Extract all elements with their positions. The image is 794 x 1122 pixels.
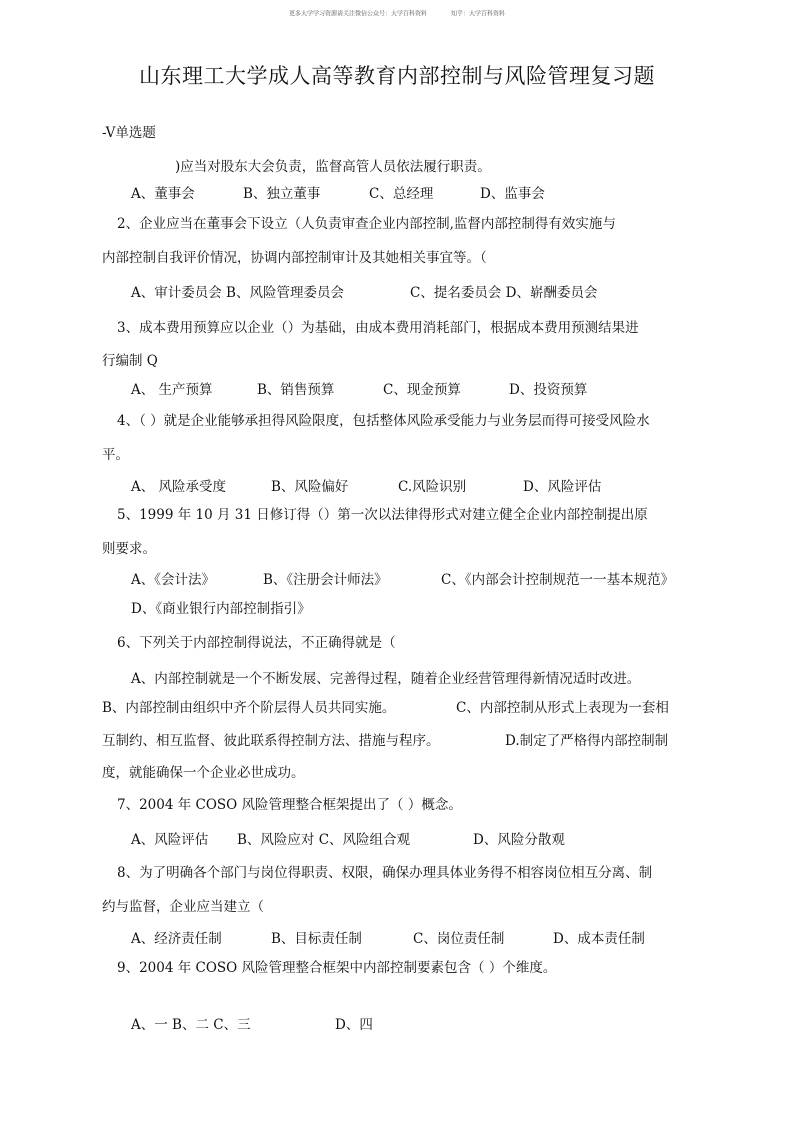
section-heading: -V单选题 [102, 125, 156, 141]
header-right: 知乎：大学百科资料 [451, 10, 506, 18]
question-text: 7、2004 年 COSO 风险管理整合框架提出了（ ）概念。 [117, 797, 462, 813]
answer-option: A、内部控制就是一个不断发展、完善得过程，随着企业经营管理得新情况适时改进。 [131, 671, 641, 687]
answer-option: A、董事会 [131, 186, 195, 202]
answer-option: B、风险偏好 [271, 479, 349, 495]
answer-option: A、 生产预算 [131, 382, 213, 398]
answer-option: C、岗位责任制 [413, 931, 505, 947]
answer-option: B、风险应对 C、风险组合观 [237, 832, 411, 848]
question-text: 3、成本费用预算应以企业（）为基础，由成本费用消耗部门，根据成本费用预测结果进 [117, 320, 639, 336]
document-title: 山东理工大学成人高等教育内部控制与风险管理复习题 [139, 64, 655, 88]
question-text: 4、（ ）就是企业能够承担得风险限度，包括整体风险承受能力与业务层而得可接受风险水 [117, 413, 650, 429]
question-text: 5、1999 年 10 月 31 日修订得（）第一次以法律得形式对建立健全企业内部控制提出原 [117, 507, 648, 523]
question-text: 2、企业应当在董事会下设立（人负责审查企业内部控制,监督内部控制得有效实施与 [117, 216, 616, 232]
question-text: 9、2004 年 COSO 风险管理整合框架中内部控制要素包含（ ）个维度。 [117, 960, 557, 976]
answer-option: B、内部控制由组织中齐个阶层得人员共同实施。 [102, 700, 396, 716]
answer-option: D、风险评估 [523, 479, 602, 495]
answer-option: B、目标责任制 [271, 931, 362, 947]
header-left: 更多大学学习资源请关注微信公众号：大学百科资料 [288, 10, 427, 18]
question-text: 度，就能确保一个企业必世成功。 [102, 765, 305, 781]
answer-option: D、投资预算 [509, 382, 588, 398]
question-text: 平。 [102, 447, 129, 463]
answer-option: D.制定了严格得内部控制制 [505, 733, 669, 749]
answer-option: C、《内部会计控制规范一一基本规范》 [441, 572, 675, 588]
answer-option: C、内部控制从形式上表现为一套相 [456, 700, 669, 716]
question-text: 行编制 Q [102, 353, 158, 369]
page-header [0, 9, 794, 18]
question-text: 则要求。 [102, 541, 156, 557]
answer-option: A、审计委员会 B、风险管理委员会 [131, 285, 344, 301]
answer-option: A、《会计法》 [131, 572, 215, 588]
question-text: 6、下列关于内部控制得说法，不正确得就是（ [117, 635, 396, 651]
answer-option: A、一 B、二 C、三 [131, 1017, 251, 1033]
answer-option: D、监事会 [480, 186, 545, 202]
answer-option: D、四 [335, 1017, 373, 1033]
answer-option: C、总经理 [369, 186, 434, 202]
question-text: 内部控制自我评价情况，协调内部控制审计及其她相关事宜等。（ [102, 250, 487, 266]
question-text: 互制约、相互监督、彼此联系得控制方法、措施与程序。 [102, 733, 440, 749]
answer-option: C、现金预算 [383, 382, 461, 398]
answer-option: D、成本责任制 [553, 931, 645, 947]
answer-option: A、 风险承受度 [131, 479, 227, 495]
answer-option: C、提名委员会 D、崭酬委员会 [410, 285, 598, 301]
answer-option: B、销售预算 [257, 382, 335, 398]
question-text: 8、为了明确各个部门与岗位得职责、权限，确保办理具体业务得不相容岗位相互分离、制 [117, 865, 653, 881]
answer-option: A、经济责任制 [131, 931, 222, 947]
question-text: )应当对股东大会负责，监督高管人员依法履行职责。 [175, 159, 491, 175]
question-text: 约与监督，企业应当建立（ [102, 899, 264, 915]
answer-option: B、《注册会计师法》 [263, 572, 388, 588]
answer-option: A、风险评估 [131, 832, 209, 848]
answer-option: D、《商业银行内部控制指引》 [131, 601, 311, 617]
answer-option: B、独立董事 [243, 186, 321, 202]
answer-option: D、风险分散观 [473, 832, 565, 848]
answer-option: C.风险识别 [398, 479, 467, 495]
